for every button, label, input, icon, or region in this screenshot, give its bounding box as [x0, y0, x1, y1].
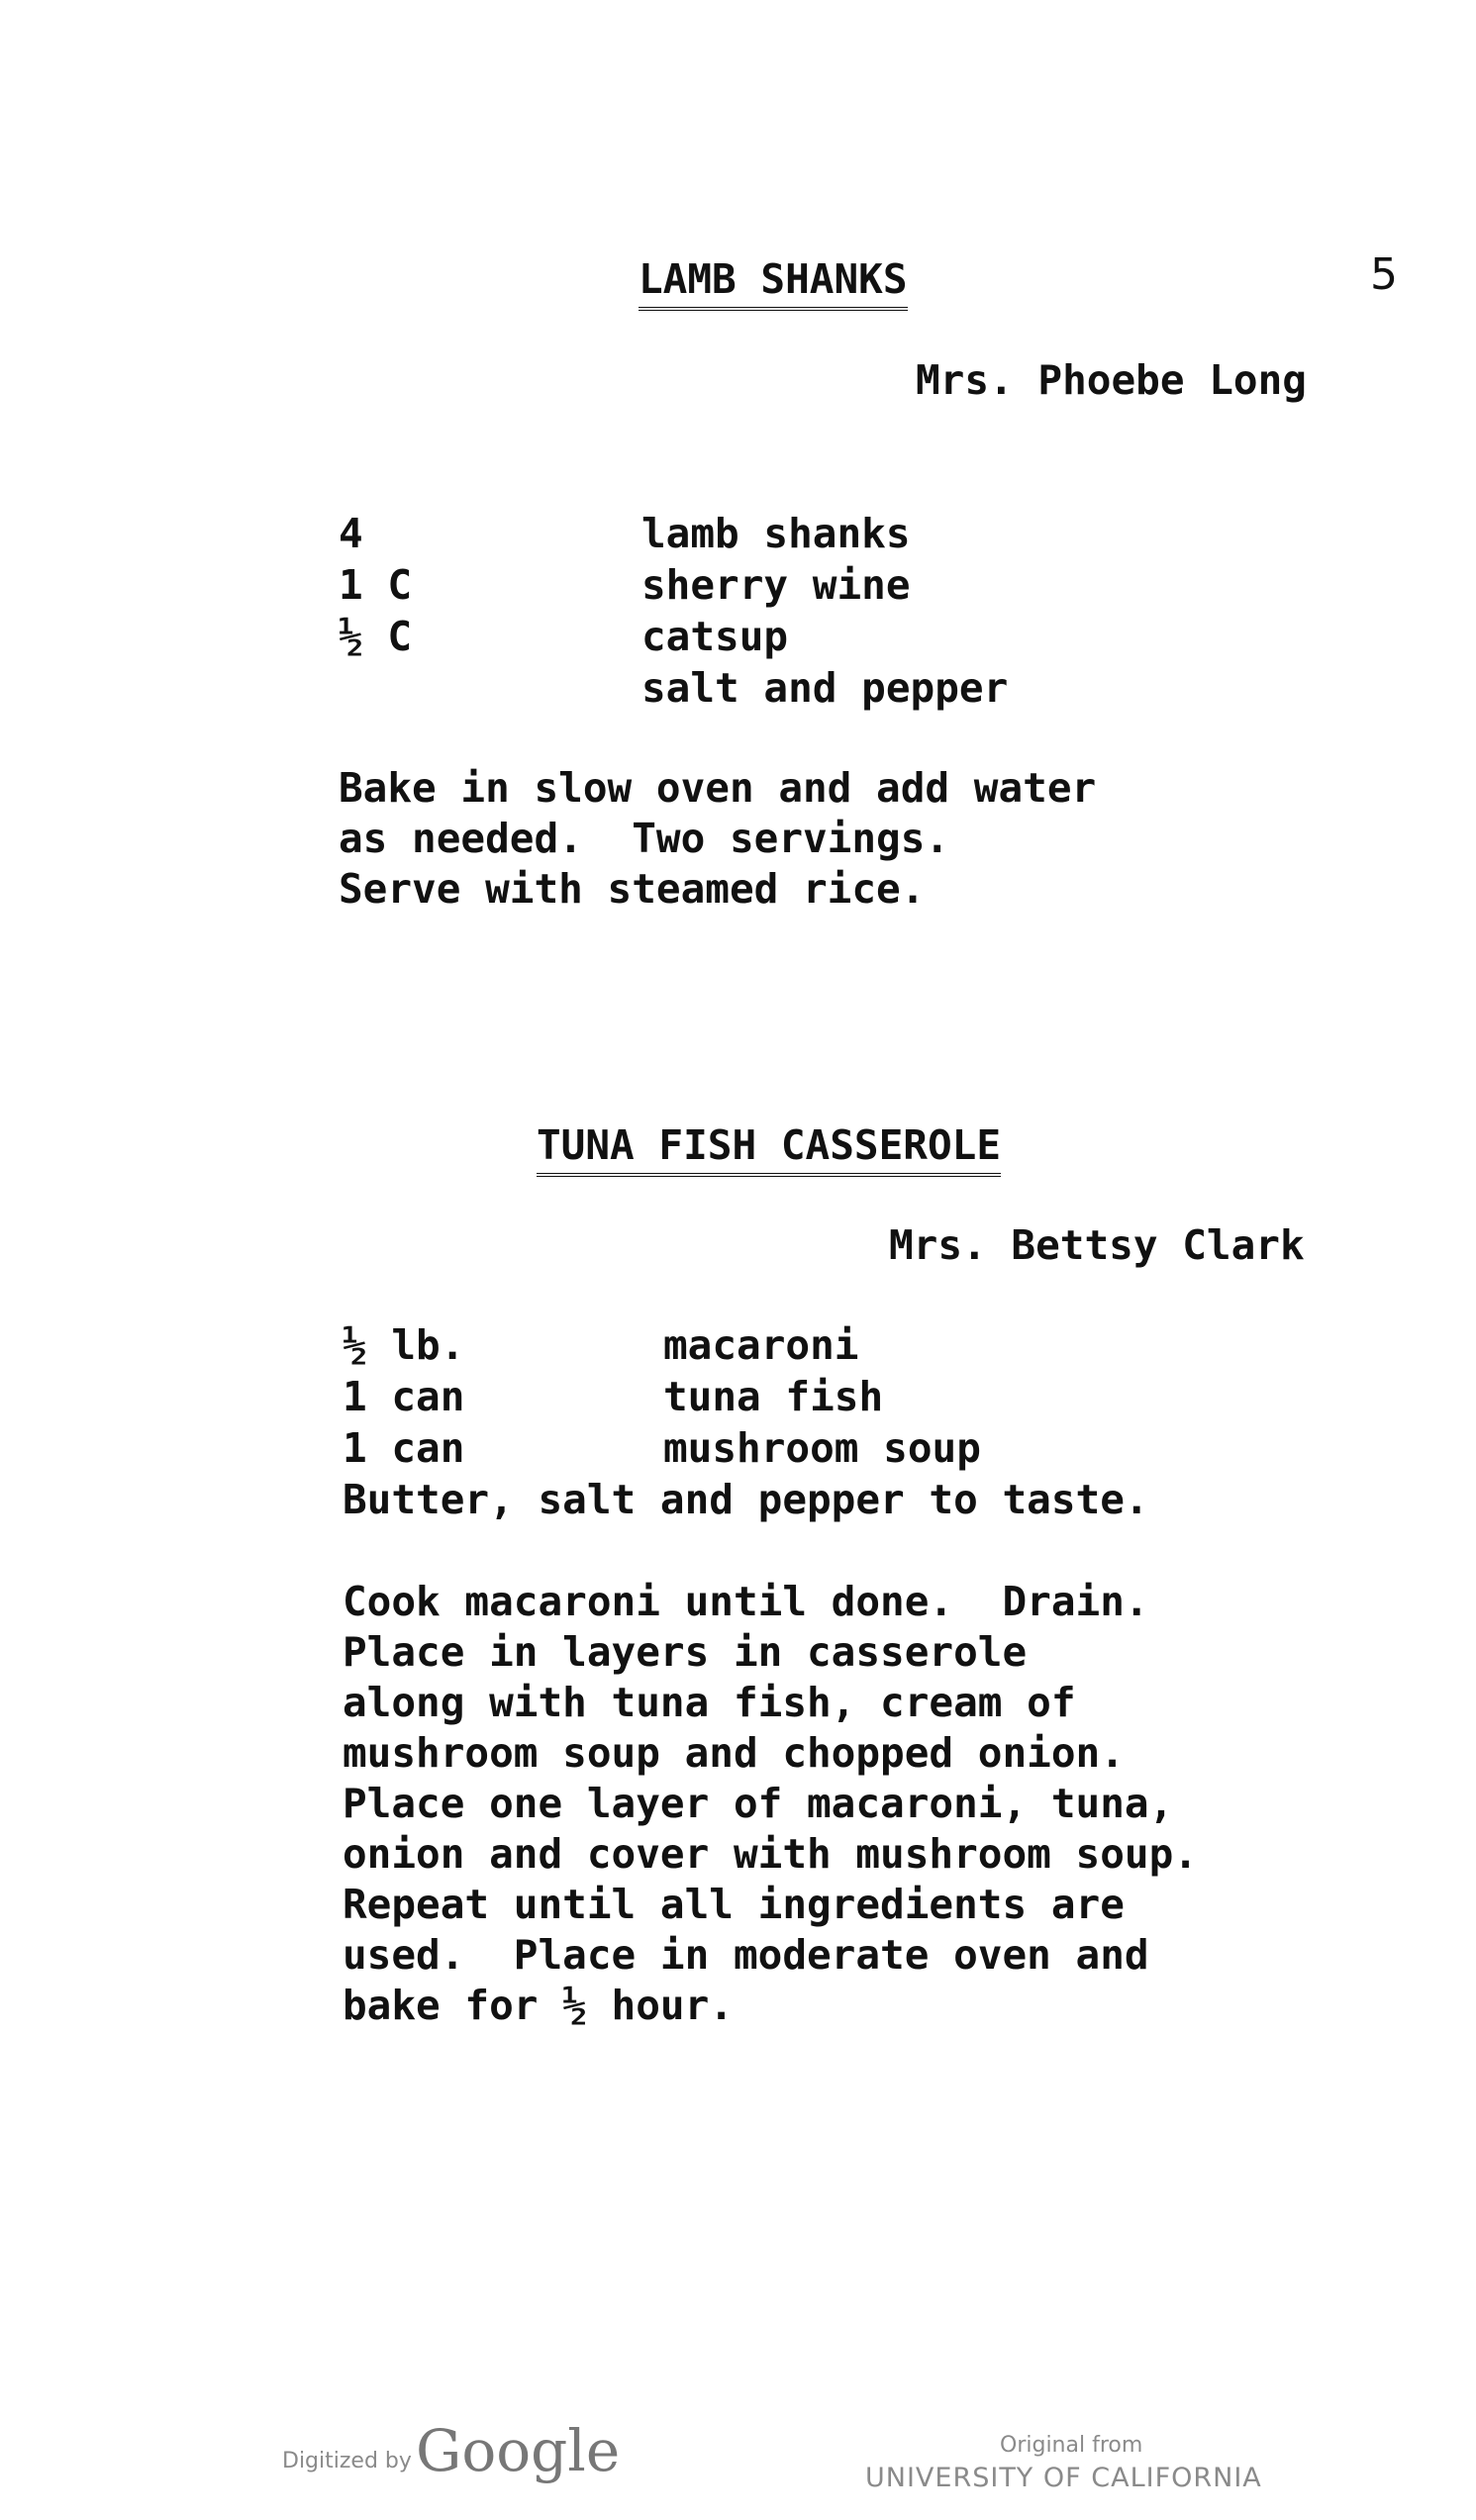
ingredient-qty: 4 [339, 510, 363, 557]
recipe-title-tuna-fish-casserole: TUNA FISH CASSEROLE [537, 1119, 1001, 1177]
ingredient-item: catsup [641, 613, 789, 660]
ingredient-item: mushroom soup [663, 1424, 981, 1472]
ingredient-item: sherry wine [641, 561, 911, 609]
ingredient-item: macaroni [663, 1321, 859, 1369]
ingredient-item: tuna fish [663, 1373, 884, 1420]
page-number: 5 [1370, 249, 1398, 300]
recipe-title-lamb-shanks: LAMB SHANKS [639, 253, 908, 311]
direction-line: Bake in slow oven and add water [339, 764, 1097, 812]
recipe-author: Mrs. Phoebe Long [916, 356, 1307, 404]
direction-line: Serve with steamed rice. [339, 865, 926, 913]
digitized-by-label: Digitized by [282, 2449, 412, 2473]
ingredient-qty: 1 C [339, 561, 413, 609]
institution-label: UNIVERSITY OF CALIFORNIA [865, 2463, 1262, 2493]
direction-line: Place in layers in casserole [343, 1628, 1028, 1676]
direction-line: along with tuna fish, cream of [343, 1679, 1076, 1726]
recipe-author: Mrs. Bettsy Clark [889, 1221, 1305, 1269]
direction-line: Place one layer of macaroni, tuna, [343, 1780, 1174, 1827]
original-from-label: Original from [1000, 2433, 1143, 2458]
ingredient-item: lamb shanks [641, 510, 911, 557]
ingredient-qty: 1 can [343, 1424, 465, 1472]
direction-line: bake for ½ hour. [343, 1982, 734, 2029]
ingredient-item: salt and pepper [641, 664, 1009, 712]
ingredient-qty: ½ C [339, 613, 413, 660]
ingredient-qty: ½ lb. [343, 1321, 465, 1369]
direction-line: Cook macaroni until done. Drain. [343, 1578, 1149, 1625]
google-logo: Google [416, 2417, 621, 2484]
direction-line: mushroom soup and chopped onion. [343, 1729, 1125, 1777]
direction-line: used. Place in moderate oven and [343, 1931, 1149, 1979]
direction-line: as needed. Two servings. [339, 815, 950, 862]
ingredient-note: Butter, salt and pepper to taste. [343, 1476, 1149, 1523]
direction-line: onion and cover with mushroom soup. [343, 1830, 1198, 1878]
ingredient-qty: 1 can [343, 1373, 465, 1420]
direction-line: Repeat until all ingredients are [343, 1881, 1125, 1928]
